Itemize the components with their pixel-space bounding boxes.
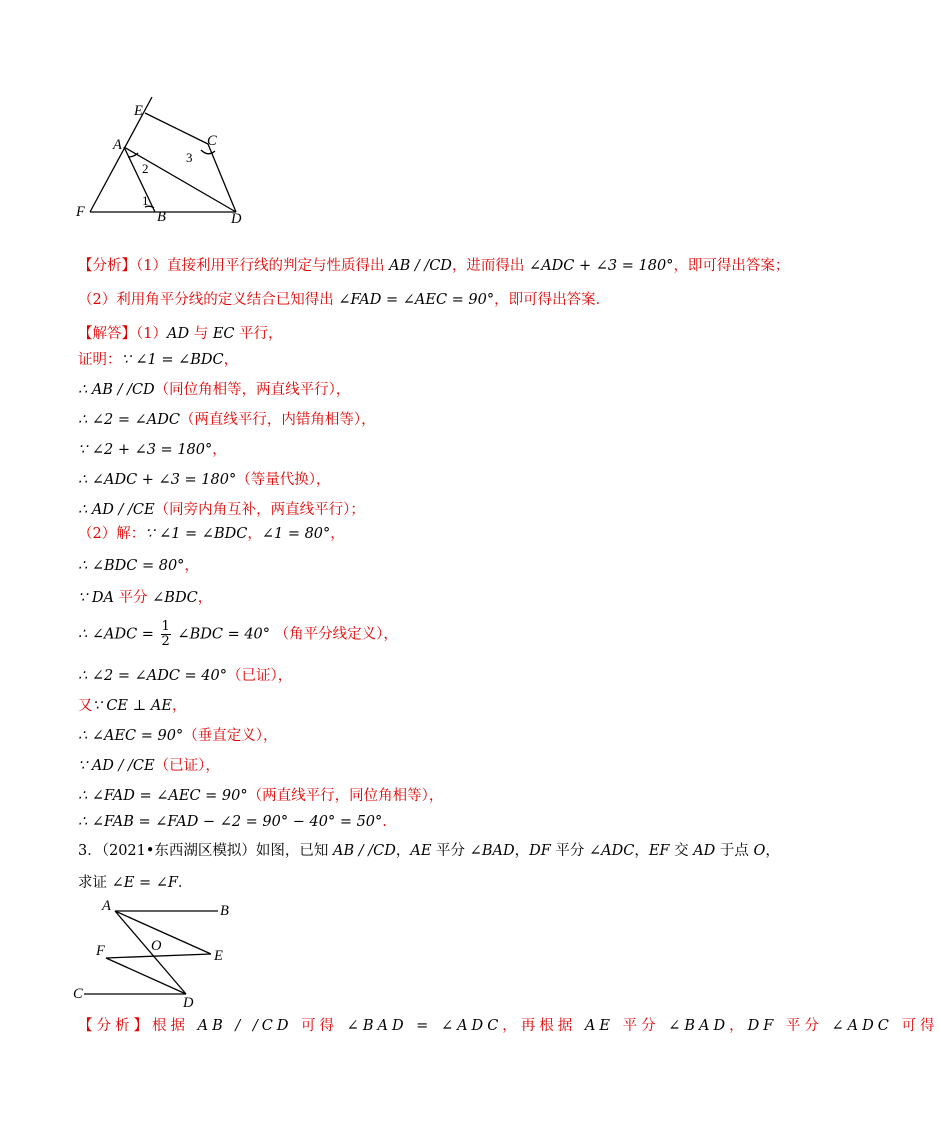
math-expression: ∴ ∠ADC = xyxy=(78,626,159,643)
label-a: A xyxy=(102,898,111,914)
text-run: ， xyxy=(184,558,199,574)
solution-line xyxy=(78,350,238,370)
text-run: 证明： xyxy=(78,352,122,368)
solution-line xyxy=(78,524,345,544)
text-run: （2）利用角平分线的定义结合已知得出 xyxy=(78,292,339,308)
segment-ae xyxy=(115,911,211,954)
math-expression: ∴ AB / /CD xyxy=(78,382,155,398)
figure-1-parallel-lines xyxy=(70,95,280,235)
text-run: 平分 xyxy=(777,1018,832,1034)
text-run: 于点 xyxy=(715,843,754,859)
solution-line xyxy=(78,256,789,276)
solution-line xyxy=(78,756,220,776)
segment-fd xyxy=(106,958,186,994)
math-expression: ∴ AD / /CE xyxy=(78,502,155,518)
text-run: ，进而得出 xyxy=(451,258,530,274)
solution-line xyxy=(78,380,350,400)
math-expression: ∠BAD xyxy=(668,1018,730,1034)
text-run: 平分 xyxy=(113,590,153,606)
math-expression: ∴ ∠ADC + ∠3 = 180° xyxy=(78,472,237,488)
math-expression: DF xyxy=(529,843,551,859)
text-run: ， xyxy=(395,843,411,859)
math-expression: ∴ ∠AEC = 90° xyxy=(78,728,184,744)
text-run: （同位角相等，两直线平行）， xyxy=(154,382,351,398)
math-expression: DF xyxy=(747,1018,778,1034)
math-expression: ∠BAD xyxy=(469,843,515,859)
math-expression: ∴ ∠BDC = 80° xyxy=(78,558,185,574)
math-expression: ∠ADC + ∠3 = 180° xyxy=(529,258,674,274)
text-run: 【分析】（1）直接利用平行线的判定与性质得出 xyxy=(78,258,390,274)
fraction-denominator: 2 xyxy=(161,634,170,649)
math-expression: ∠1 = 80° xyxy=(261,526,331,542)
text-run: 求证 xyxy=(78,875,112,891)
angle-3-arc xyxy=(201,150,215,154)
problem-3-analysis xyxy=(78,1016,938,1036)
label-angle-1: 1 xyxy=(142,193,149,208)
segment-fe xyxy=(106,954,211,958)
problem-3-statement xyxy=(78,841,780,861)
math-expression: AB / /CD xyxy=(389,258,452,274)
math-expression: O xyxy=(753,843,766,859)
label-a: A xyxy=(113,137,122,153)
solution-line xyxy=(78,726,277,746)
text-run: （2）解： xyxy=(78,526,146,542)
label-e: E xyxy=(134,103,143,119)
label-c: C xyxy=(73,986,83,1002)
text-run: 平分 xyxy=(431,843,470,859)
math-expression: ∴ ∠2 = ∠ADC xyxy=(78,412,180,428)
solution-line xyxy=(78,812,387,832)
math-expression: ∴ ∠FAD = ∠AEC = 90° xyxy=(78,788,248,804)
text-run: （等量代换）， xyxy=(236,472,331,488)
text-run: ． xyxy=(177,875,193,891)
label-c: C xyxy=(207,133,217,149)
angle-2-arc xyxy=(128,153,138,157)
label-e: E xyxy=(214,948,223,964)
text-run: ， xyxy=(197,590,213,606)
text-run: （已证）， xyxy=(154,758,220,774)
math-expression: AB / /CD xyxy=(197,1018,293,1034)
math-expression: AE xyxy=(410,843,432,859)
math-expression: ∵ ∠1 = ∠BDC xyxy=(145,526,248,542)
text-run: ，即可得出答案； xyxy=(673,258,790,274)
solution-line xyxy=(78,500,365,520)
solution-line xyxy=(78,620,398,649)
math-expression: ∵ CE ⊥ AE xyxy=(92,698,172,714)
text-run: （同旁内角互补，两直线平行）； xyxy=(154,502,365,518)
label-angle-2: 2 xyxy=(142,161,149,176)
label-f: F xyxy=(96,943,105,959)
label-o: O xyxy=(151,938,162,954)
math-expression: ∠BDC = 40° xyxy=(172,626,271,643)
solution-line xyxy=(78,556,199,576)
text-run: ， xyxy=(765,843,780,859)
solution-line xyxy=(78,440,227,460)
text-run: 又 xyxy=(78,698,93,714)
math-expression: ∵ ∠2 + ∠3 = 180° xyxy=(78,442,213,458)
math-expression: ∠E = ∠F xyxy=(111,875,178,891)
solution-line xyxy=(78,290,610,310)
text-run: 可得 xyxy=(292,1018,347,1034)
text-run: 【解答】（1） xyxy=(78,326,167,342)
text-run: （已证）， xyxy=(227,668,293,684)
math-expression: AD xyxy=(693,843,716,859)
text-run: ，即可得出答案． xyxy=(494,292,611,308)
label-b: B xyxy=(220,903,229,919)
label-f: F xyxy=(76,204,85,220)
math-expression: AD xyxy=(166,326,190,342)
text-run: ， xyxy=(634,843,649,859)
text-run: 平分 xyxy=(613,1018,669,1034)
math-expression: ∠ADC xyxy=(831,1018,893,1034)
figure-2-parallel-lines xyxy=(70,898,240,1011)
text-run: . xyxy=(382,814,387,830)
text-run: 3．（2021•东西湖区模拟）如图，已知 xyxy=(78,843,334,859)
math-expression: ∠BDC xyxy=(152,590,198,606)
math-expression: ∵ ∠1 = ∠BDC xyxy=(121,352,224,368)
label-d: D xyxy=(183,995,194,1011)
text-run: 【分析】根据 xyxy=(78,1018,198,1034)
segment-cd xyxy=(208,144,236,212)
math-expression: ∵ DA xyxy=(78,590,114,606)
text-run: ， xyxy=(171,698,187,714)
text-run: ， xyxy=(247,526,262,542)
math-expression: EF xyxy=(648,843,670,859)
math-expression: AB / /CD xyxy=(333,843,396,859)
segment-ec xyxy=(145,113,208,144)
label-angle-3: 3 xyxy=(186,150,193,165)
text-run: ， xyxy=(330,526,345,542)
math-expression: ∵ AD / /CE xyxy=(78,758,155,774)
solution-line xyxy=(78,666,292,686)
text-run: 平分 xyxy=(550,843,589,859)
fraction-numerator: 1 xyxy=(161,619,170,634)
math-expression: ∠FAD = ∠AEC = 90° xyxy=(338,292,495,308)
solution-line xyxy=(78,786,443,806)
text-run: ， xyxy=(729,1018,748,1034)
solution-line xyxy=(78,410,376,430)
text-run: ， xyxy=(223,352,239,368)
solution-line xyxy=(78,470,330,490)
text-run: 交 xyxy=(669,843,694,859)
text-run: 平行， xyxy=(234,326,283,342)
text-run: （两直线平行，同位角相等）， xyxy=(247,788,444,804)
text-run: 可得 xyxy=(892,1018,938,1034)
text-run: ，再根据 xyxy=(502,1018,585,1034)
solution-line xyxy=(78,588,212,608)
label-b: B xyxy=(157,209,166,225)
fraction xyxy=(161,620,171,649)
math-expression: AE xyxy=(584,1018,614,1034)
text-run: （两直线平行，内错角相等）， xyxy=(179,412,376,428)
math-expression: ∴ ∠FAB = ∠FAD − ∠2 = 90° − 40° = 50° xyxy=(78,814,383,830)
math-expression: EC xyxy=(212,326,235,342)
solution-line xyxy=(78,696,186,716)
segment-ad xyxy=(124,147,236,212)
text-run: ， xyxy=(212,442,227,458)
label-d: D xyxy=(231,211,242,227)
text-run: 与 xyxy=(189,326,213,342)
solution-line xyxy=(78,324,283,344)
text-run: （垂直定义）， xyxy=(183,728,278,744)
problem-3-prove xyxy=(78,873,192,893)
text-run: （角平分线定义）， xyxy=(270,626,398,643)
math-expression: ∠ADC xyxy=(588,843,635,859)
text-run: ， xyxy=(514,843,530,859)
math-expression: ∴ ∠2 = ∠ADC = 40° xyxy=(78,668,227,684)
math-expression: ∠BAD = ∠ADC xyxy=(346,1018,503,1034)
